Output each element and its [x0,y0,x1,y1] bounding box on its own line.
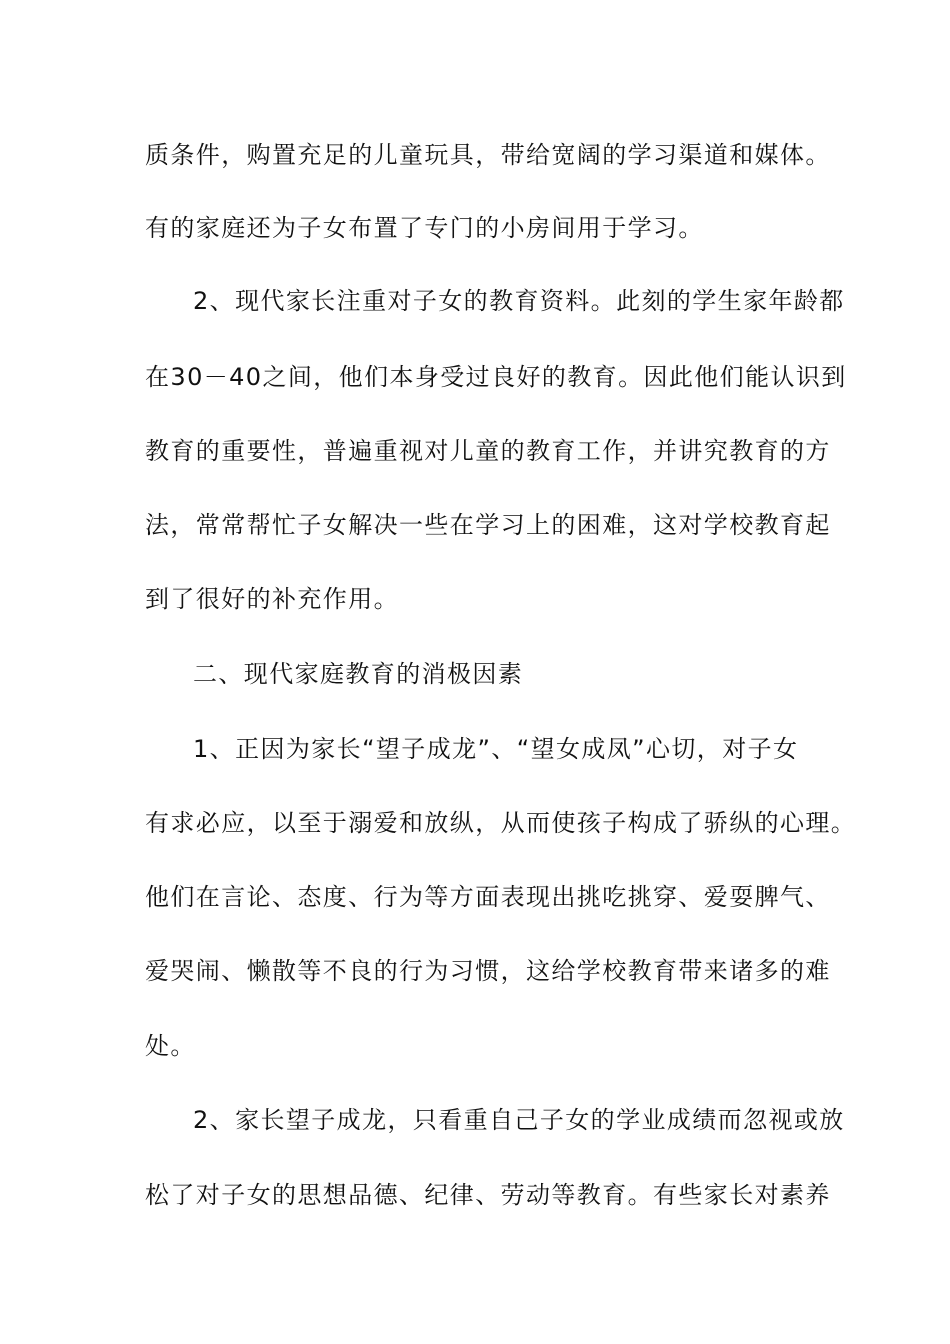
paragraph-start: 2、家长望子成龙，只看重自己子女的学业成绩而忽视或放 [193,1106,845,1134]
paragraph-start: 2、现代家长注重对子女的教育资料。此刻的学生家年龄都 [193,287,845,315]
text-line: 到了很好的补充作用。 [145,585,399,613]
text-line: 教育的重要性，普遍重视对儿童的教育工作，并讲究教育的方 [145,437,831,465]
text-line: 在30－40之间，他们本身受过良好的教育。因此他们能认识到 [145,363,847,391]
text-line: 他们在言论、态度、行为等方面表现出挑吃挑穿、爱耍脾气、 [145,883,831,911]
text-line: 爱哭闹、懒散等不良的行为习惯，这给学校教育带来诸多的难 [145,957,831,985]
paragraph-start: 1、正因为家长“望子成龙”、“望女成凤”心切，对子女 [193,735,799,763]
text-line: 法，常常帮忙子女解决一些在学习上的困难，这对学校教育起 [145,511,831,539]
text-line: 有的家庭还为子女布置了专门的小房间用于学习。 [145,214,704,242]
text-line: 松了对子女的思想品德、纪律、劳动等教育。有些家长对素养 [145,1181,831,1209]
section-heading: 二、现代家庭教育的消极因素 [193,660,524,688]
text-line: 有求必应，以至于溺爱和放纵，从而使孩子构成了骄纵的心理。 [145,809,857,837]
text-line: 处。 [145,1032,196,1060]
text-line: 质条件，购置充足的儿童玩具，带给宽阔的学习渠道和媒体。 [145,141,831,169]
